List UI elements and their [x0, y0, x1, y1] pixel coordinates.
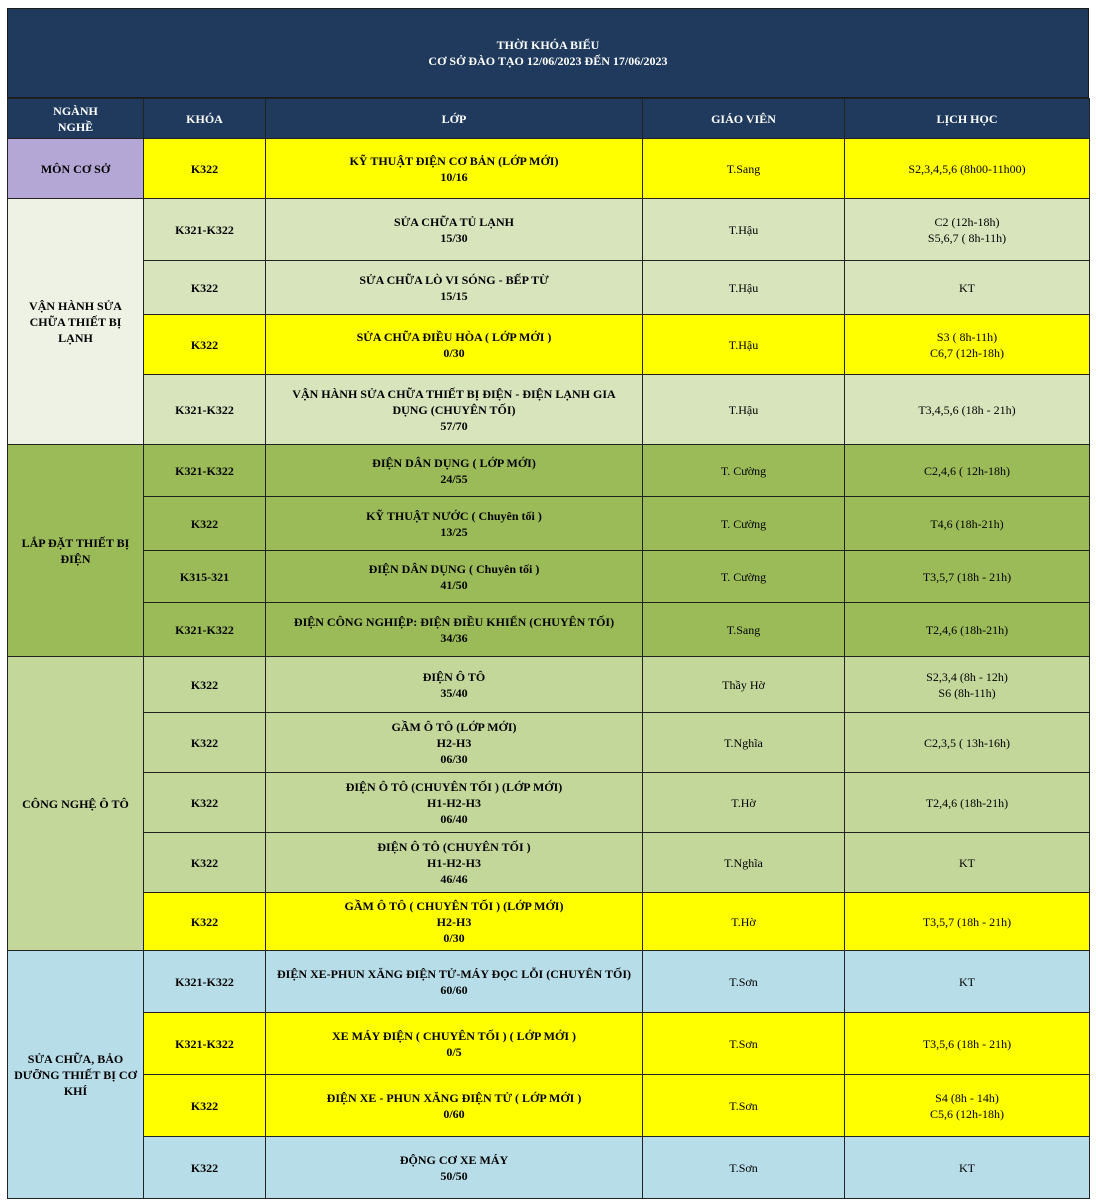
lop-line: SỬA CHỮA TỦ LẠNH	[394, 214, 514, 229]
lop-line: 15/30	[440, 230, 468, 245]
lop-cell	[266, 773, 643, 833]
title-block	[7, 8, 1089, 98]
timetable	[7, 98, 1090, 1199]
lop-line: 15/15	[440, 288, 468, 303]
table-row	[8, 1137, 1090, 1199]
lich-line: KT	[959, 974, 975, 989]
category-cell: SỬA CHỮA, BẢO DƯỠNG THIẾT BỊ CƠ KHÍ	[8, 951, 144, 1199]
lop-cell	[266, 657, 643, 713]
lop-cell	[266, 1013, 643, 1075]
lich-line: T4,6 (18h-21h)	[930, 516, 1004, 531]
category-cell: LẮP ĐẶT THIẾT BỊ ĐIỆN	[8, 445, 144, 657]
lop-cell	[266, 713, 643, 773]
lich-hoc-cell	[845, 893, 1090, 951]
lop-line: ĐIỆN Ô TÔ (CHUYÊN TỐI ) (LỚP MỚI)	[345, 779, 563, 794]
lich-line: KT	[959, 1160, 975, 1175]
lich-line: T2,4,6 (18h-21h)	[925, 622, 1009, 637]
lich-line: KT	[959, 855, 975, 870]
khoa-cell: K321-K322	[144, 603, 266, 657]
lop-line: H1-H2-H3	[427, 795, 481, 810]
giao-vien-cell: Thầy Hờ	[643, 657, 845, 713]
table-row	[8, 497, 1090, 551]
khoa-cell: K321-K322	[144, 199, 266, 261]
lop-line: GẦM Ô TÔ (LỚP MỚI)	[391, 719, 517, 734]
lop-cell	[266, 261, 643, 315]
khoa-cell: K322	[144, 833, 266, 893]
khoa-cell: K322	[144, 893, 266, 951]
title-line-1: THỜI KHÓA BIỂU	[496, 38, 600, 52]
giao-vien-cell: T.Hờ	[643, 773, 845, 833]
khoa-cell: K321-K322	[144, 951, 266, 1013]
col-header-giao-vien: GIÁO VIÊN	[643, 99, 845, 139]
table-row	[8, 315, 1090, 375]
giao-vien-cell: T. Cường	[643, 445, 845, 497]
title-line-2: CƠ SỞ ĐÀO TẠO 12/06/2023 ĐẾN 17/06/2023	[428, 54, 668, 68]
header-row	[8, 99, 1090, 139]
table-row	[8, 261, 1090, 315]
khoa-cell: K322	[144, 315, 266, 375]
lich-line: S4 (8h - 14h)	[935, 1090, 999, 1105]
lop-cell	[266, 893, 643, 951]
lich-line: C5,6 (12h-18h)	[930, 1106, 1004, 1121]
category-cell: CÔNG NGHỆ Ô TÔ	[8, 657, 144, 951]
lich-line: S6 (8h-11h)	[938, 685, 996, 700]
table-row	[8, 833, 1090, 893]
khoa-cell: K315-321	[144, 551, 266, 603]
timetable-sheet	[7, 8, 1089, 1199]
lich-line: T2,4,6 (18h-21h)	[925, 795, 1009, 810]
lop-line: GẦM Ô TÔ ( CHUYÊN TỐI ) (LỚP MỚI)	[344, 898, 564, 913]
lop-line: 10/16	[440, 169, 468, 184]
lich-line: S5,6,7 ( 8h-11h)	[927, 230, 1007, 245]
lop-line: ĐIỆN XE-PHUN XĂNG ĐIỆN TỬ-MÁY ĐỌC LỖI (CHUYÊN TỐI)	[276, 966, 631, 981]
table-row	[8, 445, 1090, 497]
table-row	[8, 603, 1090, 657]
category-cell: VẬN HÀNH SỬA CHỮA THIẾT BỊ LẠNH	[8, 199, 144, 445]
lich-hoc-cell	[845, 1075, 1090, 1137]
khoa-cell: K322	[144, 713, 266, 773]
lop-line: 0/5	[446, 1044, 462, 1059]
lop-cell	[266, 139, 643, 199]
lich-line: C6,7 (12h-18h)	[930, 345, 1004, 360]
giao-vien-cell: T.Hậu	[643, 375, 845, 445]
giao-vien-cell: T.Hậu	[643, 261, 845, 315]
lich-hoc-cell	[845, 773, 1090, 833]
lop-line: ĐIỆN XE - PHUN XĂNG ĐIỆN TỬ ( LỚP MỚI )	[326, 1090, 582, 1105]
lich-line: T3,4,5,6 (18h - 21h)	[918, 402, 1016, 417]
lop-cell	[266, 1075, 643, 1137]
giao-vien-cell: T.Sơn	[643, 1075, 845, 1137]
lich-line: S2,3,4,5,6 (8h00-11h00)	[908, 161, 1026, 176]
table-row	[8, 551, 1090, 603]
giao-vien-cell: T.Sang	[643, 603, 845, 657]
giao-vien-cell: T.Sơn	[643, 1013, 845, 1075]
khoa-cell: K321-K322	[144, 1013, 266, 1075]
khoa-cell: K322	[144, 497, 266, 551]
khoa-cell: K322	[144, 1075, 266, 1137]
table-row	[8, 657, 1090, 713]
lop-cell	[266, 445, 643, 497]
category-cell: MÔN CƠ SỞ	[8, 139, 144, 199]
table-row	[8, 139, 1090, 199]
lop-line: SỬA CHỮA LÒ VI SÓNG - BẾP TỪ	[359, 272, 549, 287]
lop-line: 0/30	[443, 345, 465, 360]
lich-hoc-cell	[845, 199, 1090, 261]
col-header-lich-hoc: LỊCH HỌC	[845, 99, 1090, 139]
lich-hoc-cell	[845, 951, 1090, 1013]
lop-line: 60/60	[440, 982, 468, 997]
lop-line: 57/70	[440, 418, 468, 433]
giao-vien-cell: T.Nghĩa	[643, 833, 845, 893]
lop-line: XE MÁY ĐIỆN ( CHUYÊN TỐI ) ( LỚP MỚI )	[331, 1028, 576, 1043]
lich-hoc-cell	[845, 261, 1090, 315]
lop-line: H2-H3	[436, 735, 472, 750]
lop-line: SỬA CHỮA ĐIỀU HÒA ( LỚP MỚI )	[356, 329, 552, 344]
lop-line: 0/30	[443, 930, 465, 945]
table-row	[8, 1013, 1090, 1075]
timetable-body	[8, 139, 1090, 1199]
table-row	[8, 893, 1090, 951]
giao-vien-cell: T.Hờ	[643, 893, 845, 951]
giao-vien-cell: T.Hậu	[643, 199, 845, 261]
khoa-cell: K322	[144, 657, 266, 713]
lop-line: KỸ THUẬT ĐIỆN CƠ BẢN (LỚP MỚI)	[349, 153, 559, 168]
table-row	[8, 199, 1090, 261]
khoa-cell: K322	[144, 139, 266, 199]
khoa-cell: K322	[144, 773, 266, 833]
lop-line: H2-H3	[436, 914, 472, 929]
lop-line: ĐIỆN CÔNG NGHIỆP: ĐIỆN ĐIỀU KHIỂN (CHUYÊN TỐI)	[293, 614, 615, 629]
lop-line: ĐỘNG CƠ XE MÁY	[399, 1152, 509, 1167]
khoa-cell: K321-K322	[144, 445, 266, 497]
lich-hoc-cell	[845, 833, 1090, 893]
lich-line: KT	[959, 280, 975, 295]
lop-line: KỸ THUẬT NƯỚC ( Chuyên tối )	[366, 508, 542, 523]
lop-line: 0/60	[443, 1106, 465, 1121]
lop-line: DỤNG (CHUYÊN TỐI)	[392, 402, 516, 417]
lop-cell	[266, 1137, 643, 1199]
giao-vien-cell: T.Nghĩa	[643, 713, 845, 773]
giao-vien-cell: T.Sơn	[643, 1137, 845, 1199]
lich-hoc-cell	[845, 657, 1090, 713]
lop-line: 46/46	[440, 871, 468, 886]
lich-line: C2,3,5 ( 13h-16h)	[924, 735, 1010, 750]
lop-cell	[266, 833, 643, 893]
col-header-nganh-nghe: NGÀNH NGHỀ	[8, 99, 144, 139]
lop-cell	[266, 375, 643, 445]
lop-line: 41/50	[440, 577, 468, 592]
lich-hoc-cell	[845, 603, 1090, 657]
table-row	[8, 773, 1090, 833]
lich-hoc-cell	[845, 1013, 1090, 1075]
lop-line: ĐIỆN DÂN DỤNG ( Chuyên tối )	[368, 561, 540, 576]
lop-cell	[266, 199, 643, 261]
lich-hoc-cell	[845, 551, 1090, 603]
lop-line: ĐIỆN Ô TÔ	[422, 669, 486, 684]
lop-line: 35/40	[440, 685, 468, 700]
giao-vien-cell: T. Cường	[643, 551, 845, 603]
khoa-cell: K321-K322	[144, 375, 266, 445]
lich-hoc-cell	[845, 139, 1090, 199]
lop-cell	[266, 603, 643, 657]
lich-hoc-cell	[845, 497, 1090, 551]
khoa-cell: K322	[144, 1137, 266, 1199]
lop-line: H1-H2-H3	[427, 855, 481, 870]
lich-line: T3,5,6 (18h - 21h)	[922, 1036, 1012, 1051]
lich-hoc-cell	[845, 315, 1090, 375]
lich-line: C2 (12h-18h)	[934, 214, 1000, 229]
giao-vien-cell: T.Hậu	[643, 315, 845, 375]
lop-line: 13/25	[440, 524, 468, 539]
khoa-cell: K322	[144, 261, 266, 315]
lich-hoc-cell	[845, 1137, 1090, 1199]
lop-line: 34/36	[440, 630, 468, 645]
giao-vien-cell: T.Sơn	[643, 951, 845, 1013]
col-header-lop: LỚP	[266, 99, 643, 139]
table-row	[8, 375, 1090, 445]
lop-cell	[266, 497, 643, 551]
lop-cell	[266, 951, 643, 1013]
lich-line: T3,5,7 (18h - 21h)	[922, 914, 1012, 929]
lop-line: 06/40	[440, 811, 468, 826]
lich-line: S2,3,4 (8h - 12h)	[926, 669, 1008, 684]
lop-line: VẬN HÀNH SỬA CHỮA THIẾT BỊ ĐIỆN - ĐIỆN LẠNH GIA	[292, 386, 616, 401]
table-row	[8, 713, 1090, 773]
lich-hoc-cell	[845, 713, 1090, 773]
lop-line: ĐIỆN DÂN DỤNG ( LỚP MỚI)	[372, 455, 536, 470]
table-row	[8, 951, 1090, 1013]
col-header-khoa: KHÓA	[144, 99, 266, 139]
lop-line: ĐIỆN Ô TÔ (CHUYÊN TỐI )	[377, 839, 531, 854]
giao-vien-cell: T.Sang	[643, 139, 845, 199]
lop-line: 50/50	[440, 1168, 468, 1183]
lop-line: 06/30	[440, 751, 468, 766]
lich-hoc-cell	[845, 445, 1090, 497]
lich-line: C2,4,6 ( 12h-18h)	[924, 463, 1010, 478]
table-row	[8, 1075, 1090, 1137]
lop-cell	[266, 315, 643, 375]
lich-line: T3,5,7 (18h - 21h)	[922, 569, 1012, 584]
lop-cell	[266, 551, 643, 603]
lich-hoc-cell	[845, 375, 1090, 445]
giao-vien-cell: T. Cường	[643, 497, 845, 551]
lich-line: S3 ( 8h-11h)	[936, 329, 998, 344]
lop-line: 24/55	[440, 471, 468, 486]
